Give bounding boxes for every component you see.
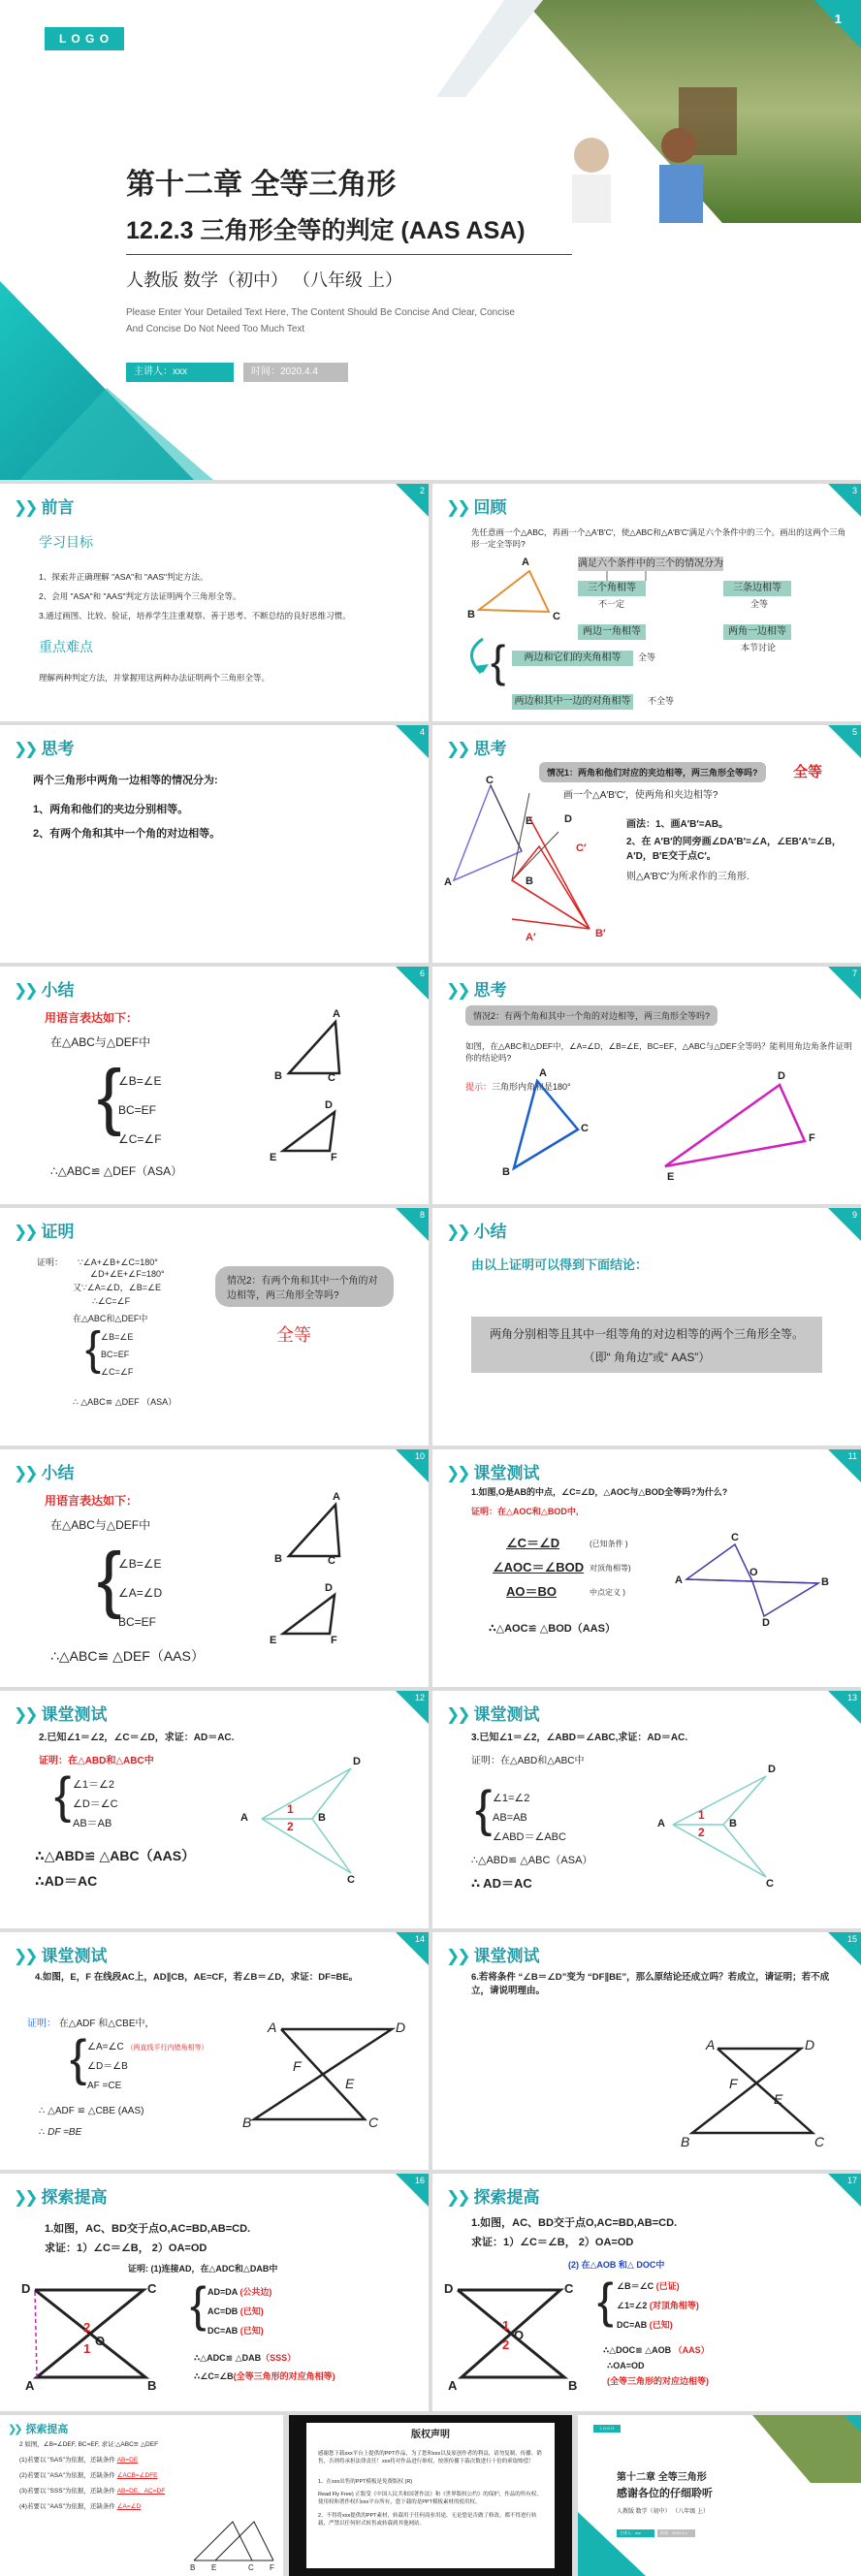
conclusion-heading: 由以上证明可以得到下面结论： <box>471 1257 649 1272</box>
proof-line-3: DC=AB (已知) <box>207 2326 264 2336</box>
label-d: D <box>444 2281 454 2296</box>
quiz1-figure <box>432 1449 861 1687</box>
goal-3: 3.通过画图、比较、验证，培养学生注重观察、善于思考、不断总结的良好思维习惯。 <box>39 611 351 620</box>
proof-label: 证明： 在△ADF 和△CBE中， <box>27 2019 155 2029</box>
slide-explore-1 <box>0 2174 429 2411</box>
summary-intro: 在△ABC与△DEF中 <box>50 1518 151 1532</box>
label-b: B <box>147 2378 157 2393</box>
label-d: D <box>778 1070 785 1082</box>
proof-line-2: ∠1=∠2 (对顶角相等) <box>617 2301 699 2310</box>
thanks-edition: 人教版 数学（初中） （八年级 上） <box>617 2509 710 2515</box>
cover-description-1: Please Enter Your Detailed Text Here, The Content Should Be Concise And Clear, Concise <box>126 307 515 318</box>
angle-2: 2 <box>287 1820 294 1833</box>
proof-line-2: AC=DB (已知) <box>207 2306 264 2316</box>
label-a: A <box>25 2378 35 2393</box>
proof-note-1: (已知条件 ) <box>590 1540 628 1548</box>
proof-conclusion-2: ∴ AD＝AC <box>471 1876 532 1891</box>
proof-label: 证明: (1)连接AD，在△ADC和△DAB中 <box>128 2264 278 2274</box>
think-question: 两个三角形中两角一边相等的情况分为: <box>33 775 218 786</box>
hint-label: 提示：三角形内角和是180° <box>465 1082 571 1092</box>
proof-line-1: ∠1＝∠2 <box>73 1779 114 1791</box>
conclusion-note: （即“ 角角边”或“ AAS”） <box>583 1351 711 1364</box>
proof-conclusion-2: ∴∠C=∠B(全等三角形的对应角相等) <box>194 2371 335 2381</box>
slide-summary-aas <box>0 1449 429 1687</box>
proof-line-1: ∠A=∠C （两直线平行内错角相等） <box>87 2042 208 2052</box>
label-b: B <box>274 1553 282 1565</box>
label-e: E <box>345 2076 355 2091</box>
box-two-sides-angle: 两边一角相等 <box>578 624 646 640</box>
cover-edition: 人教版 数学（初中） （八年级 上） <box>126 270 403 290</box>
label-b: B <box>526 875 533 887</box>
page-badge: 4 <box>396 725 429 758</box>
label-b: B <box>467 609 475 620</box>
brace: { <box>190 2277 207 2332</box>
slide-think-3 <box>432 967 861 1204</box>
box-ssa-result: 不全等 <box>648 696 675 706</box>
label-d: D <box>325 1582 333 1594</box>
box-sas-result: 全等 <box>638 652 656 662</box>
slide-title: ❯❯ 探索提高 <box>446 2188 540 2207</box>
brace: { <box>85 1323 102 1375</box>
label-a: A <box>522 557 529 568</box>
slide-think-2 <box>432 725 861 963</box>
label-c: C <box>368 2115 379 2130</box>
slide-title: ❯❯ 证明 <box>14 1223 75 1241</box>
label-a: A <box>333 1491 340 1503</box>
proof-line-4: ∴∠C=∠F <box>92 1296 131 1306</box>
label-o: O <box>95 2334 106 2348</box>
slide-title: ❯❯ 课堂测试 <box>14 1947 108 1965</box>
explore1-figure <box>0 2174 429 2411</box>
slide-explore-3 <box>0 2415 283 2576</box>
case2-box: 情况2：有两个角和其中一个角的对边相等，两三角形全等吗? <box>465 1005 718 1026</box>
brace: { <box>597 2274 614 2328</box>
slide-title: ❯❯ 小结 <box>14 1464 75 1482</box>
explore-question: 1.如图，AC、BD交于点O,AC=BD,AB=CD. <box>471 2217 678 2229</box>
proof-line-1: ∠1=∠2 <box>493 1793 530 1804</box>
proof-conclusion-1: ∴△DOC≌ △AOB （AAS） <box>603 2345 710 2355</box>
page-badge: 11 <box>828 1449 861 1482</box>
proof-label: 证明：在△AOC和△BOD中, <box>471 1507 579 1516</box>
thanks-chapter: 第十二章 全等三角形 <box>617 2472 707 2483</box>
brace: { <box>475 1781 493 1837</box>
proof-note: (全等三角形的对应边相等) <box>607 2376 709 2386</box>
label-c: C <box>581 1123 589 1134</box>
proof-conclusion-1: ∴ △ADF ≌ △CBE (AAS) <box>39 2106 144 2116</box>
label-c: C <box>553 611 560 622</box>
proof-note-3: 中点定义 ) <box>590 1588 625 1597</box>
explore-question: 2 如图，∠B=∠DEF, BC=EF, 求证:△ABC≌ △DEF <box>19 2441 159 2448</box>
slide-conclusion <box>432 1208 861 1446</box>
angle-2: 2 <box>83 2320 91 2335</box>
summary-conclusion: ∴△ABC≌ △DEF（AAS） <box>50 1648 205 1664</box>
label-d: D <box>396 2019 406 2035</box>
cond-2: ∠A=∠D <box>118 1586 163 1600</box>
proof-line-5: 在△ABC和△DEF中 <box>73 1314 148 1323</box>
thanks-message: 感谢各位的仔细聆听 <box>617 2488 713 2499</box>
cond-1: ∠B=∠E <box>118 1074 162 1088</box>
key-heading: 重点难点 <box>39 639 93 654</box>
slide-quiz-3 <box>432 1691 861 1928</box>
label-e: E <box>526 815 533 827</box>
proof-line-6: ∠B=∠E <box>101 1332 134 1342</box>
cond-2: BC=EF <box>118 1103 157 1117</box>
cover-speaker: 主讲人：xxx <box>126 363 234 382</box>
slide-title: ❯❯ 思考 <box>446 740 507 758</box>
box-three-angles-result: 不一定 <box>598 599 625 609</box>
label-a: A <box>539 1067 547 1079</box>
label-b: B <box>568 2378 578 2393</box>
cond-3: BC=EF <box>118 1615 157 1629</box>
label-e: E <box>667 1171 675 1183</box>
copyright-item-3: 2、不得将xxx提供的PPT素材，转载用于任何商业用途，无论您是否做了修改，都不得进行转载，严禁以任何形式转售或转载到其他网站。 <box>318 2513 537 2528</box>
draw-prompt: 画一个△A′B′C′，使两角和夹边相等? <box>563 790 718 801</box>
proof-line-3: AB＝AB <box>73 1818 112 1829</box>
label-b: B <box>821 1576 829 1588</box>
summary-intro: 在△ABC与△DEF中 <box>50 1035 151 1049</box>
cover-subtitle: 12.2.3 三角形全等的判定 (AAS ASA) <box>126 217 526 244</box>
label-f: F <box>331 1635 337 1646</box>
proof-conclusion: ∴ △ABC≌ △DEF （ASA） <box>73 1397 177 1407</box>
proof-conclusion-1: ∴△ADC≌ △DAB（SSS） <box>194 2353 297 2363</box>
box-three-angles: 三个角相等 <box>578 581 646 596</box>
cover-logo: L O G O <box>45 27 124 50</box>
page-badge: 12 <box>396 1691 429 1724</box>
label-f: F <box>729 2076 738 2091</box>
label-b-prime: B′ <box>595 928 606 939</box>
page-badge: 5 <box>828 725 861 758</box>
explore3-figure <box>0 2415 283 2576</box>
explore-ask: 求证：1）∠C＝∠B， 2）OA=OD <box>45 2242 207 2254</box>
slide-explore-2 <box>432 2174 861 2411</box>
label-a: A <box>448 2378 458 2393</box>
label-a: A <box>675 1574 683 1586</box>
label-d: D <box>21 2281 31 2296</box>
proof-line-2: ∠D＝∠B <box>87 2061 128 2072</box>
brace: { <box>54 1767 72 1824</box>
explore-question: 1.如图，AC、BD交于点O,AC=BD,AB=CD. <box>45 2223 251 2235</box>
proof-label: 证明：在△ABD和△ABC中 <box>39 1756 154 1766</box>
slide-title: ❯❯ 课堂测试 <box>446 1947 540 1965</box>
explore-item-2: (2)若要以 "ASA"为依据，还缺条件 ∠ACB=∠DFE <box>19 2472 158 2479</box>
case2-box: 情况2：有两个角和其中一个角的对边相等，两三角形全等吗? <box>215 1266 394 1307</box>
label-c: C <box>248 2563 254 2572</box>
quiz2-figure <box>0 1691 429 1928</box>
label-c: C <box>766 1878 774 1890</box>
page-badge: 8 <box>396 1208 429 1241</box>
box-three-sides-result: 全等 <box>750 599 769 609</box>
proof-conclusion: ∴△AOC≌ △BOD（AAS） <box>489 1623 616 1635</box>
page-badge: 14 <box>396 1932 429 1965</box>
goal-heading: 学习目标 <box>39 534 93 550</box>
label-a: A <box>706 2037 716 2052</box>
cond-box: 满足六个条件中的三个的情况分为 <box>578 558 723 569</box>
label-f: F <box>293 2058 302 2074</box>
label-e: E <box>774 2091 783 2107</box>
label-c: C <box>486 775 494 786</box>
proof-conclusion-2: ∴AD＝AC <box>35 1873 98 1889</box>
triangles-figure <box>0 967 429 1204</box>
proof-conclusion-1: ∴△ABD≌ △ABC（AAS） <box>35 1848 196 1863</box>
page-badge: 16 <box>396 2174 429 2207</box>
box-two-angles-side: 两角一边相等 <box>723 624 791 640</box>
slide-title: ❯❯ 探索提高 <box>14 2188 108 2207</box>
quiz4-figure <box>0 1932 429 2170</box>
label-f: F <box>331 1152 337 1163</box>
slide-summary-asa <box>0 967 429 1204</box>
cover-chapter: 第十二章 全等三角形 <box>126 169 397 201</box>
proof-note-2: 对顶角相等) <box>590 1564 631 1573</box>
triangle-abc <box>454 785 522 880</box>
think-item-1: 1、两角和他们的夹边分别相等。 <box>33 804 189 815</box>
quiz3-figure <box>432 1691 861 1928</box>
slide-title: ❯❯ 课堂测试 <box>14 1705 108 1724</box>
label-d: D <box>325 1099 333 1111</box>
label-d: D <box>762 1617 770 1629</box>
box-sas: 两边和它们的夹角相等 <box>512 651 633 666</box>
proof-line-1: ∵∠A+∠B+∠C=180° <box>78 1257 158 1267</box>
page-badge: 15 <box>828 1932 861 1965</box>
thanks-date: 时间：2020.4.4 <box>657 2529 695 2537</box>
quiz5-figure <box>432 1932 861 2170</box>
proof-line-2: ∠AOC＝∠BOD <box>493 1560 585 1574</box>
brace: { <box>491 636 506 686</box>
slide-preface <box>0 484 429 721</box>
angle-2: 2 <box>502 2337 510 2352</box>
brace: { <box>97 1538 122 1620</box>
cond-1: ∠B=∠E <box>118 1557 162 1571</box>
label-o: O <box>749 1567 758 1578</box>
label-a: A <box>657 1818 665 1829</box>
triangle-abc <box>479 571 549 612</box>
think-item-2: 2、有两个角和其中一个角的对边相等。 <box>33 828 221 840</box>
proof-line-3: AO＝BO <box>506 1584 558 1599</box>
proof-line-1: ∠B＝∠C (已证) <box>617 2281 680 2291</box>
slide-title: ❯❯ 探索提高 <box>8 2424 69 2435</box>
proof-line-1: AD=DA (公共边) <box>207 2287 272 2297</box>
slide-thanks <box>578 2415 861 2576</box>
proof-part-2: (2) 在△AOB 和△ DOC中 <box>568 2260 665 2270</box>
copyright-item-1: 1、在xxx出售的PPT模板是免费版权 (R) <box>318 2479 413 2485</box>
copyright-body: 感谢您下载xxx平台上提供的PPT作品，为了您和xxx以及原创作者的利益，请勿复制、传播、销售，否则将承担法律责任！xxx将对作品进行维权，按照传播下载次数进行十倍的索取赔偿！ <box>318 2451 542 2465</box>
slide-title: ❯❯ 回顾 <box>446 498 507 517</box>
slide-quiz-1 <box>432 1449 861 1687</box>
quiz-question: 2.已知∠1＝∠2，∠C＝∠D，求证：AD＝AC. <box>39 1733 235 1743</box>
case1-answer: 全等 <box>793 764 823 780</box>
proof-line-7: BC=EF <box>101 1350 130 1359</box>
proof-line-2: AB=AB <box>493 1812 527 1824</box>
case2-text: 如图，在△ABC和△DEF中，∠A=∠D，∠B=∠E，BC=EF，△ABC与△DEF全等吗？能利用角边角条件证明你的结论吗? <box>465 1041 852 1064</box>
page-badge: 9 <box>828 1208 861 1241</box>
quiz-question: 4.如图，E，F 在线段AC上，AD∥CB，AE=CF，若∠B＝∠D，求证：DF=BE。 <box>35 1972 359 1983</box>
draw-conclusion: 则△A′B′C′为所求作的三角形. <box>626 872 749 882</box>
key-1: 理解两种判定方法，并掌握用这两种办法证明两个三角形全等。 <box>39 673 271 683</box>
angle-1: 1 <box>698 1808 705 1822</box>
label-o: O <box>514 2328 525 2342</box>
proof-conclusion-2: ∴OA=OD <box>607 2361 645 2370</box>
proof-line-3: ∠ABD＝∠ABC <box>493 1831 566 1843</box>
label-a-prime: A′ <box>526 932 536 943</box>
case2-answer: 全等 <box>276 1325 311 1345</box>
slide-title: ❯❯ 课堂测试 <box>446 1464 540 1482</box>
case1-box: 情况1：两角和他们对应的夹边相等，两三角形全等吗? <box>539 762 766 782</box>
page-badge: 17 <box>828 2174 861 2207</box>
copyright-title: 版权声明 <box>411 2430 450 2440</box>
summary-conclusion: ∴△ABC≌ △DEF（ASA） <box>50 1164 183 1178</box>
label-d: D <box>564 813 572 825</box>
page-badge: 10 <box>396 1449 429 1482</box>
thanks-speaker: 主讲人：xxx <box>617 2529 654 2537</box>
label-b: B <box>681 2134 690 2149</box>
explore2-figure <box>432 2174 861 2411</box>
angle-1: 1 <box>83 2341 91 2356</box>
proof-label: 证明：在△ABD和△ABC中 <box>471 1756 585 1766</box>
proof-line-8: ∠C=∠F <box>101 1367 134 1377</box>
explore-item-1: (1)若要以 "SAS"为依据，还缺条件 AB=DE <box>19 2457 139 2464</box>
slide-review <box>432 484 861 721</box>
angle-1: 1 <box>287 1802 294 1816</box>
label-c: C <box>814 2134 825 2149</box>
slide-title: ❯❯ 课堂测试 <box>446 1705 540 1724</box>
brace: { <box>70 2030 87 2086</box>
proof-label: 证明： <box>37 1257 64 1267</box>
label-c: C <box>147 2281 157 2296</box>
cover-divider <box>126 254 572 255</box>
slide-title: ❯❯ 思考 <box>14 740 75 758</box>
slide-copyright <box>289 2415 572 2576</box>
review-intro: 先任意画一个△ABC，再画一个△A′B′C′，使△ABC和△A′B′C′满足六个条件中的三个。画出的这两个三角形一定全等吗? <box>471 527 846 550</box>
quiz-question: 1.如图,O是AB的中点，∠C=∠D，△AOC与△BOD全等吗?为什么? <box>471 1487 728 1497</box>
label-c: C <box>347 1874 355 1886</box>
cover-description-2: And Concise Do Not Need Too Much Text <box>126 324 305 334</box>
cond-3: ∠C=∠F <box>118 1132 162 1146</box>
label-b: B <box>318 1812 326 1824</box>
label-b: B <box>190 2563 196 2572</box>
label-a: A <box>240 1812 248 1824</box>
slide-think-1 <box>0 725 429 963</box>
explore-ask: 求证：1）∠C＝∠B， 2）OA=OD <box>471 2237 634 2248</box>
quiz-question: 3.已知∠1＝∠2，∠ABD＝∠ABC,求证：AD＝AC. <box>471 1733 688 1743</box>
proof-line-2: ∠D+∠E+∠F=180° <box>90 1269 165 1279</box>
lang-heading: 用语言表达如下： <box>45 1494 139 1508</box>
slide-title: ❯❯ 前言 <box>14 498 75 517</box>
angle-2: 2 <box>698 1826 705 1839</box>
label-d: D <box>353 1756 361 1767</box>
triangle-prime <box>512 846 590 929</box>
label-c: C <box>328 1555 335 1567</box>
label-f: F <box>809 1132 815 1144</box>
page-badge: 6 <box>396 967 429 1000</box>
label-b: B <box>502 1166 510 1178</box>
page-badge: 13 <box>828 1691 861 1724</box>
label-a: A <box>333 1008 340 1020</box>
angle-1: 1 <box>502 2318 510 2333</box>
slide-quiz-4 <box>0 1932 429 2170</box>
label-c: C <box>564 2281 574 2296</box>
slide-proof <box>0 1208 429 1446</box>
goal-1: 1、探索并正确理解 "ASA"和 "AAS"判定方法。 <box>39 572 208 582</box>
proof-line-3: DC=AB (已知) <box>617 2320 673 2330</box>
conclusion-text: 两角分别相等且其中一组等角的对边相等的两个三角形全等。 <box>489 1327 804 1341</box>
label-b: B <box>274 1070 282 1082</box>
slide-quiz-5 <box>432 1932 861 2170</box>
label-e: E <box>211 2563 217 2572</box>
aas-figure <box>432 967 861 1204</box>
thanks-logo: L O G O <box>593 2425 621 2433</box>
page-badge: 2 <box>396 484 429 517</box>
label-c: C <box>731 1532 739 1543</box>
slide-title: ❯❯ 思考 <box>446 981 507 1000</box>
draw-step-2: 2、在 A′B′的同旁画∠DA′B′=∠A，∠EB′A′=∠B，A′D，B′E交于点C′。 <box>626 837 842 862</box>
cover-slide <box>0 0 861 480</box>
cover-date: 时间：2020.4.4 <box>243 363 348 382</box>
explore-item-3: (3)若要以 "SSS"为依据，还缺条件 AB=DE，AC=DF <box>19 2488 166 2495</box>
box-three-sides: 三条边相等 <box>723 581 791 596</box>
lang-heading: 用语言表达如下： <box>45 1011 139 1025</box>
label-d: D <box>805 2037 815 2052</box>
page-badge: 7 <box>828 967 861 1000</box>
proof-conclusion-2: ∴ DF =BE <box>39 2127 82 2138</box>
draw-step-1: 画法：1、画A′B′=AB。 <box>626 819 729 830</box>
proof-line-1: ∠C＝∠D <box>506 1536 560 1550</box>
proof-line-3: AF =CE <box>87 2081 122 2091</box>
box-two-angles-side-result: 本节讨论 <box>741 643 777 652</box>
proof-conclusion-1: ∴△ABD≌ △ABC（ASA） <box>471 1855 593 1866</box>
cover-page-number: 1 <box>834 12 842 26</box>
explore-item-4: (4)若要以 "AAS"为依据，还缺条件 ∠A=∠D <box>19 2503 142 2510</box>
label-c-prime: C′ <box>576 843 587 854</box>
copyright-item-2: Read Fly Free) 正版受《中国人民共和国著作法》和《世界版权公约》的保护，作品的所有权、使用权和著作权归xxx平台所有，您下载的是PPT模板素材的使用权。 <box>318 2492 542 2506</box>
page-badge: 3 <box>828 484 861 517</box>
quiz-question: 6.若将条件 “∠B＝∠D”变为 “DF∥BE”，那么原结论还成立吗？若成立，请证明；若不成立，请说明理由。 <box>471 1972 830 1996</box>
label-a: A <box>444 876 452 888</box>
label-e: E <box>270 1635 277 1646</box>
slide-quiz-2 <box>0 1691 429 1928</box>
label-d: D <box>768 1764 776 1775</box>
slide-title: ❯❯ 小结 <box>446 1223 507 1241</box>
goal-2: 2、会用 "ASA"和 "AAS"判定方法证明两个三角形全等。 <box>39 591 241 601</box>
brace: { <box>97 1055 122 1137</box>
label-c: C <box>328 1072 335 1084</box>
triangles-figure <box>0 1449 429 1687</box>
label-b: B <box>242 2115 252 2130</box>
label-b: B <box>729 1818 737 1829</box>
proof-line-3: 又∵∠A=∠D，∠B=∠E <box>73 1283 162 1292</box>
label-a: A <box>268 2019 277 2035</box>
label-e: E <box>270 1152 277 1163</box>
label-f: F <box>270 2563 274 2572</box>
slide-title: ❯❯ 小结 <box>14 981 75 1000</box>
proof-line-2: ∠D＝∠C <box>73 1798 118 1810</box>
box-ssa: 两边和其中一边的对角相等 <box>512 694 633 710</box>
